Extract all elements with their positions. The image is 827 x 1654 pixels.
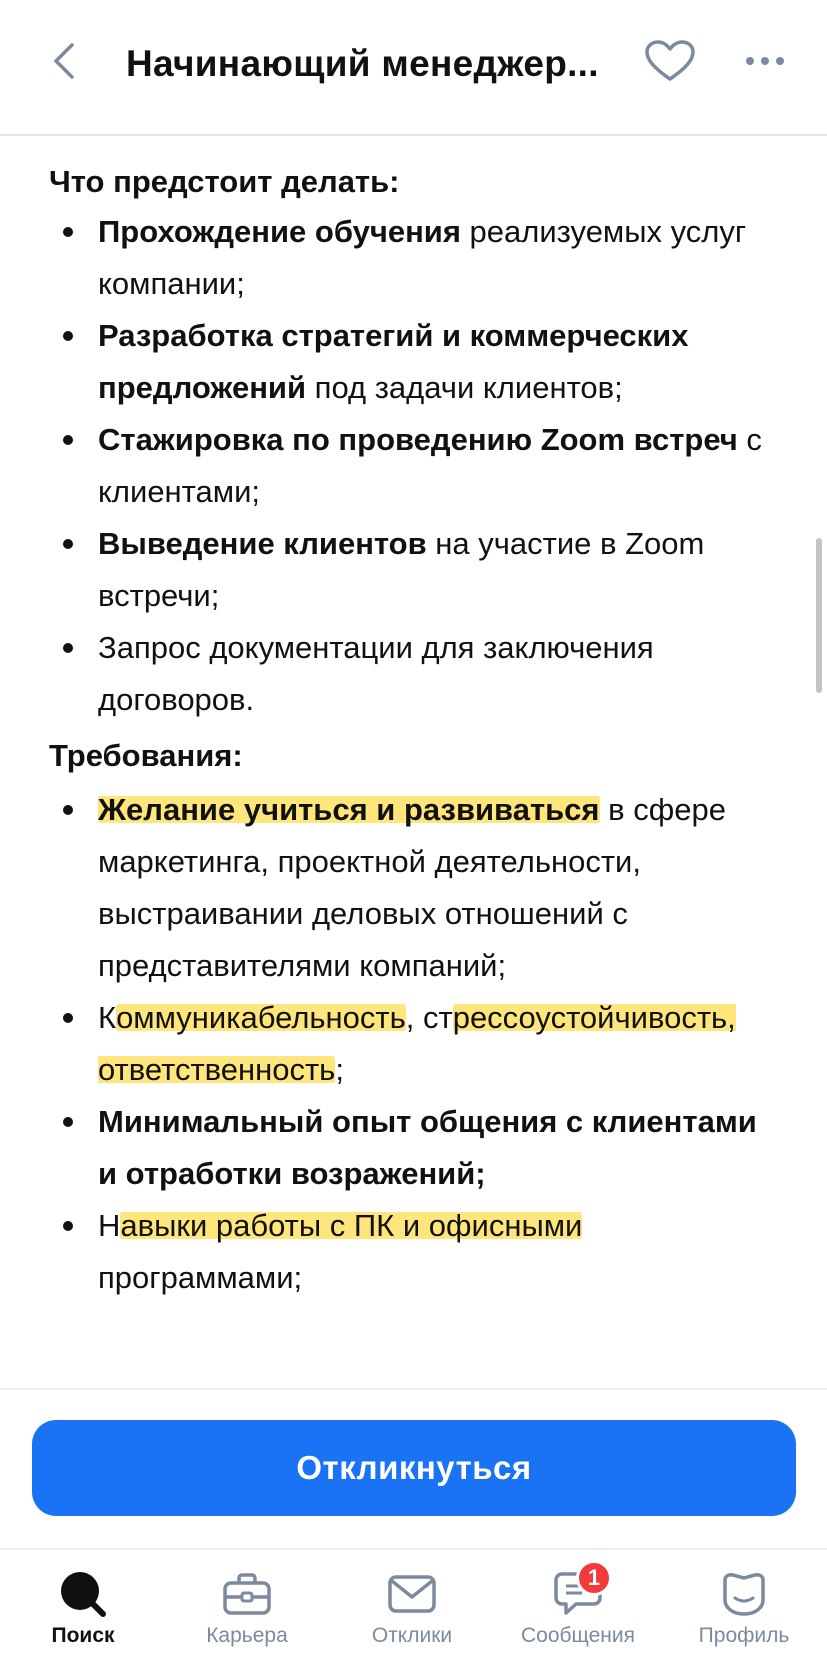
list-item: Навыки работы с ПК и офисными программами; xyxy=(0,1200,827,1304)
search-icon xyxy=(55,1568,111,1620)
list-item: Разработка стратегий и коммерческих предложений под задачи клиентов; xyxy=(0,310,827,414)
chat-icon xyxy=(550,1565,606,1620)
envelope-icon xyxy=(384,1568,440,1620)
divider xyxy=(0,1388,827,1390)
more-options-button[interactable] xyxy=(740,36,790,86)
favorite-button[interactable] xyxy=(642,36,698,86)
top-bar xyxy=(0,0,827,136)
back-button[interactable] xyxy=(38,36,88,86)
respond-button[interactable]: Откликнуться xyxy=(32,1420,796,1516)
list-item: Прохождение обучения реализуемых услуг компании; xyxy=(0,206,827,310)
tab-responses[interactable]: Отклики xyxy=(337,1550,487,1654)
duties-list xyxy=(0,206,827,726)
briefcase-icon xyxy=(219,1568,275,1620)
requirements-title: Требования: xyxy=(49,738,243,773)
profile-icon xyxy=(716,1568,772,1620)
bottom-tab-bar xyxy=(0,1548,827,1654)
more-dots-icon xyxy=(745,56,785,66)
list-item: Желание учиться и развиваться в сфере маркетинга, проектной деятельности, выстраивании деловых отношений с представителями компаний; xyxy=(0,784,827,992)
tab-profile[interactable]: Профиль xyxy=(669,1550,819,1654)
list-item: Выведение клиентов на участие в Zoom встречи; xyxy=(0,518,827,622)
list-item: Коммуникабельность, стрессоустойчивость, ответственность; xyxy=(0,992,827,1096)
tab-search[interactable]: Поиск xyxy=(8,1550,158,1654)
chevron-left-icon xyxy=(50,41,76,81)
heart-icon xyxy=(644,39,696,83)
scrollbar[interactable] xyxy=(816,538,822,693)
vacancy-description[interactable] xyxy=(0,138,827,1388)
requirements-list xyxy=(0,784,827,1304)
list-item: Минимальный опыт общения с клиентами и отработки возражений; xyxy=(0,1096,827,1200)
duties-title: Что предстоит делать: xyxy=(49,164,400,199)
tab-messages[interactable]: 1 Сообщения xyxy=(503,1550,653,1654)
page-title: Начинающий менеджер... xyxy=(126,43,599,84)
tab-career[interactable]: Карьера xyxy=(172,1550,322,1654)
list-item: Запрос документации для заключения договоров. xyxy=(0,622,827,726)
unread-badge: 1 xyxy=(576,1560,612,1596)
list-item: Стажировка по проведению Zoom встреч с клиентами; xyxy=(0,414,827,518)
